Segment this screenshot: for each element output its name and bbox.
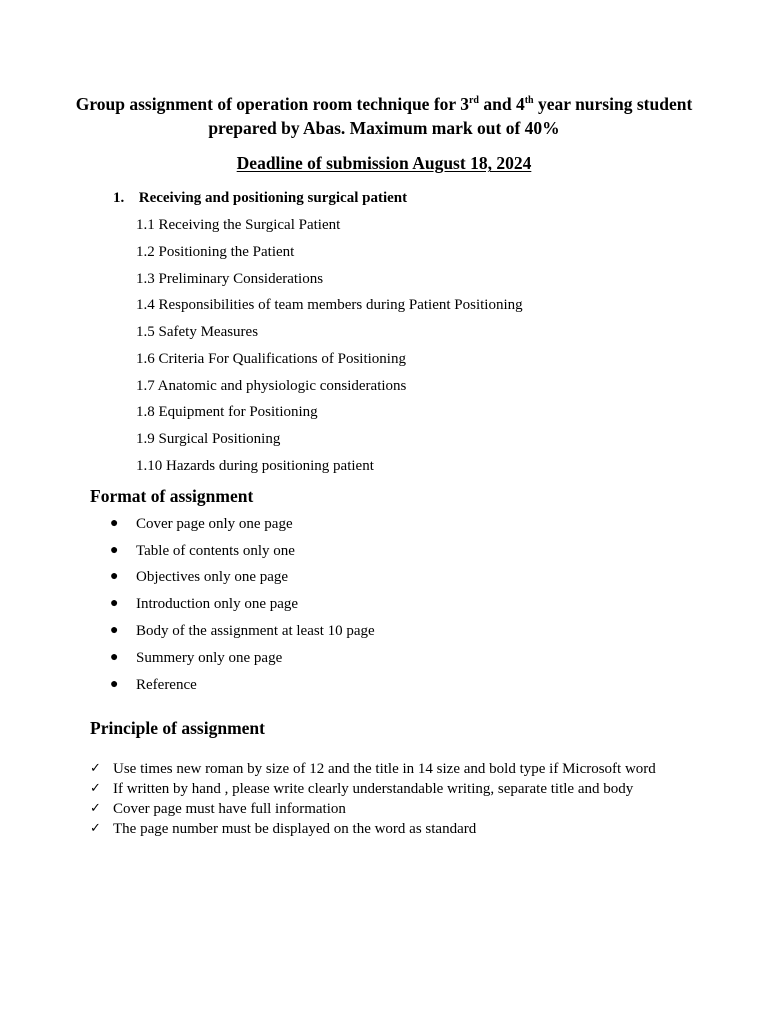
subsection-item: 1.7 Anatomic and physiologic considerations	[136, 378, 407, 394]
bullet-icon: ●	[110, 569, 119, 584]
document-page: Group assignment of operation room technique for 3rd and 4th year nursing student prepared by Abas. Maximum mark out of 40% Deadline of submission August 18, 2024 1. Receiving and positioning surgical patient 1.1 Receiving the Surgical Patient 1.2 Positioning the Patient 1.3 Preliminary Considerations 1.4 Responsibilities of team members during Patient Positioning 1.5 Safety Measures 1.6 Criteria For Qualifications of Positioning 1.7 Anatomic and physiologic considerations 1.8 Equipment for Positioning 1.9 Surgical Positioning 1.10 Hazards during positioning patient Format of assignment ● Cover page only one page ● Table of contents only one ● Objectives only one page ● Introduction only one page ● Body of the assignment at least 10 page ● Summery only one page ● Reference Principle of assignment ✓ Use times new roman by size of 12 and the title in 14 size and bold type if Microsoft word ✓ If written by hand , please write clearly understandable writing, separate title and body ✓ Cover page must have full information ✓ The page number must be displayed on the word as standard	[0, 0, 768, 1024]
format-heading: Format of assignment	[90, 486, 254, 506]
subsection-item: 1.2 Positioning the Patient	[136, 244, 295, 260]
title-text-1: Group assignment of operation room technique for 3	[75, 94, 469, 114]
bullet-icon: ●	[110, 623, 119, 638]
deadline-heading: Deadline of submission August 18, 2024	[236, 153, 532, 173]
subsection-item: 1.4 Responsibilities of team members during Patient Positioning	[136, 297, 523, 313]
bullet-icon: ●	[110, 543, 119, 558]
checkmark-icon: ✓	[90, 761, 101, 776]
title-superscript-rd: rd	[468, 95, 479, 106]
checkmark-icon: ✓	[90, 801, 101, 816]
principle-heading: Principle of assignment	[90, 718, 265, 738]
subsection-item: 1.5 Safety Measures	[136, 324, 259, 340]
section-1-heading	[113, 190, 407, 207]
checkmark-icon: ✓	[90, 781, 101, 796]
subsection-item: 1.10 Hazards during positioning patient	[136, 458, 374, 474]
subsection-item: 1.6 Criteria For Qualifications of Positioning	[136, 351, 406, 367]
title-superscript-th: th	[524, 95, 534, 106]
checkmark-icon: ✓	[90, 821, 101, 836]
title-text-3: year nursing student prepared by Abas. Maximum mark out of 40%	[208, 94, 693, 138]
bullet-icon: ●	[110, 677, 119, 692]
subsection-item: 1.1 Receiving the Surgical Patient	[136, 217, 341, 233]
bullet-icon: ●	[110, 650, 119, 665]
document-title	[60, 92, 708, 140]
subsection-item: 1.9 Surgical Positioning	[136, 431, 281, 447]
section-1-title: Receiving and positioning surgical patient	[138, 190, 408, 206]
bullet-icon: ●	[110, 596, 119, 611]
subsection-item: 1.3 Preliminary Considerations	[136, 271, 324, 287]
bullet-icon: ●	[110, 516, 119, 531]
title-text-2: and 4	[478, 94, 525, 114]
section-1-number: 1.	[113, 190, 125, 206]
subsection-item: 1.8 Equipment for Positioning	[136, 404, 318, 420]
